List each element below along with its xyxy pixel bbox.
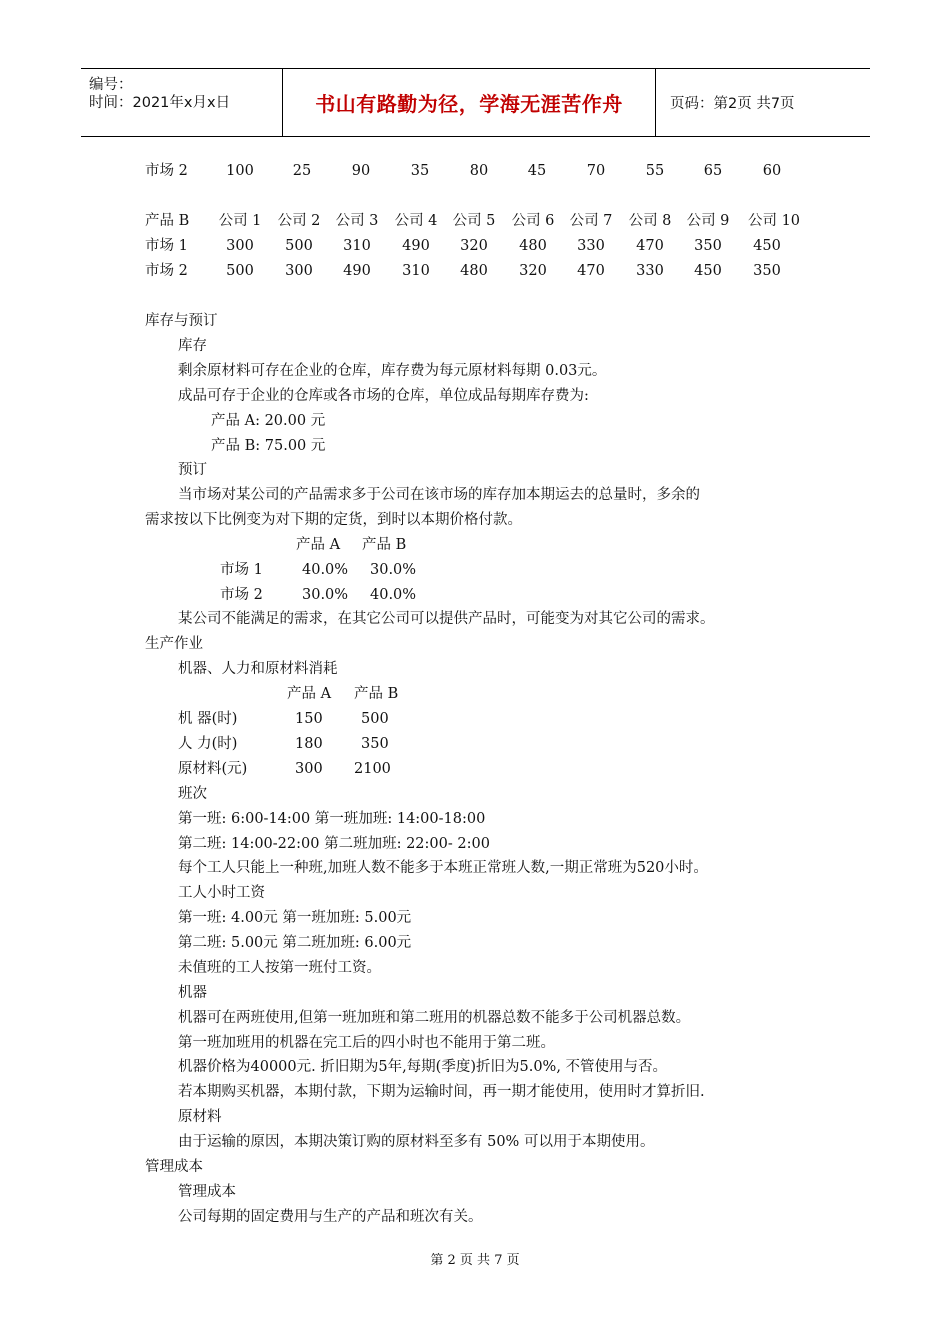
- table-cell: 80: [469, 163, 489, 179]
- column-header: 公司 2: [277, 213, 321, 229]
- table-cell: 100: [226, 163, 254, 179]
- table-cell: 470: [636, 238, 664, 254]
- table-header-label: 产品 B: [145, 213, 190, 229]
- table-cell: 40.0%: [302, 562, 349, 578]
- table-cell: 35: [410, 163, 430, 179]
- product-a-cost: 产品 A: 20.00 元: [211, 413, 326, 429]
- row-label: 市场 2: [145, 263, 188, 279]
- shift-line: 第一班: 6:00-14:00 第一班加班: 14:00-18:00: [178, 811, 486, 827]
- table-cell: 90: [351, 163, 371, 179]
- table-cell: 500: [285, 238, 313, 254]
- table-cell: 330: [636, 263, 664, 279]
- column-header: 公司 5: [452, 213, 496, 229]
- table-cell: 350: [361, 736, 389, 752]
- column-header: 公司 9: [686, 213, 730, 229]
- date-label: 时间：2021年x月x日: [89, 95, 231, 111]
- shift-line: 第二班: 14:00-22:00 第二班加班: 22:00- 2:00: [178, 836, 490, 852]
- table-cell: 45: [527, 163, 547, 179]
- column-header: 公司 1: [218, 213, 262, 229]
- table-cell: 55: [645, 163, 665, 179]
- table-cell: 320: [519, 263, 547, 279]
- paragraph: 由于运输的原因，本期决策订购的原材料至多有 50% 可以用于本期使用。: [178, 1134, 655, 1150]
- paragraph: 未值班的工人按第一班付工资。: [178, 960, 381, 976]
- page-indicator-text: 页码：第2页 共7页: [670, 96, 795, 112]
- table-cell: 490: [402, 238, 430, 254]
- table-cell: 470: [577, 263, 605, 279]
- motto: 书山有路勤为径，学海无涯苦作舟: [282, 69, 656, 136]
- row-label: 市场 1: [220, 562, 263, 578]
- table-cell: 40.0%: [370, 587, 417, 603]
- paragraph: 当市场对某公司的产品需求多于公司在该市场的库存加本期运去的总量时，多余的: [178, 487, 700, 503]
- table-cell: 60: [762, 163, 782, 179]
- table-cell: 350: [753, 263, 781, 279]
- table-cell: 480: [460, 263, 488, 279]
- column-header: 公司 8: [628, 213, 672, 229]
- table-cell: 350: [694, 238, 722, 254]
- table-cell: 150: [295, 711, 323, 727]
- subsection-order: 预订: [178, 462, 207, 478]
- table-cell: 180: [295, 736, 323, 752]
- page-footer: 第 2 页 共 7 页: [430, 1253, 520, 1268]
- subsection-machine: 机器: [178, 985, 207, 1001]
- wage-line: 第二班: 5.00元 第二班加班: 6.00元: [178, 935, 412, 951]
- subsection-management: 管理成本: [178, 1184, 236, 1200]
- paragraph: 机器价格为40000元. 折旧期为5年,每期(季度)折旧为5.0%, 不管使用与否。: [178, 1059, 668, 1075]
- paragraph: 公司每期的固定费用与生产的产品和班次有关。: [178, 1209, 483, 1225]
- page-header: [81, 68, 870, 137]
- paragraph: 某公司不能满足的需求，在其它公司可以提供产品时，可能变为对其它公司的需求。: [178, 611, 715, 627]
- table-cell: 300: [226, 238, 254, 254]
- wage-line: 第一班: 4.00元 第一班加班: 5.00元: [178, 910, 412, 926]
- row-label: 市场 1: [145, 238, 188, 254]
- table-cell: 310: [343, 238, 371, 254]
- product-b-cost: 产品 B: 75.00 元: [211, 438, 326, 454]
- table-cell: 500: [226, 263, 254, 279]
- table-cell: 450: [694, 263, 722, 279]
- table-cell: 330: [577, 238, 605, 254]
- paragraph: 第一班加班用的机器在完工后的四小时也不能用于第二班。: [178, 1035, 555, 1051]
- table-cell: 25: [292, 163, 312, 179]
- paragraph: 机器可在两班使用,但第一班加班和第二班用的机器总数不能多于公司机器总数。: [178, 1010, 691, 1026]
- table-cell: 320: [460, 238, 488, 254]
- table-cell: 70: [586, 163, 606, 179]
- table-cell: 450: [753, 238, 781, 254]
- row-label: 市场 2: [220, 587, 263, 603]
- subsection-wage: 工人小时工资: [178, 885, 265, 901]
- column-header: 产品 B: [354, 686, 399, 702]
- section-title-inventory: 库存与预订: [145, 313, 218, 329]
- paragraph: 剩余原材料可存在企业的仓库，库存费为每元原材料每期 0.03元。: [178, 363, 607, 379]
- row-label: 人 力(时): [178, 736, 238, 752]
- paragraph: 若本期购买机器，本期付款，下期为运输时间，再一期才能使用，使用时才算折旧.: [178, 1084, 705, 1100]
- subsection-inventory: 库存: [178, 338, 207, 354]
- table-cell: 30.0%: [370, 562, 417, 578]
- column-header: 公司 6: [511, 213, 555, 229]
- column-header: 产品 A: [287, 686, 332, 702]
- column-header: 产品 A: [296, 537, 341, 553]
- paragraph: 每个工人只能上一种班,加班人数不能多于本班正常班人数,一期正常班为520小时。: [178, 860, 708, 876]
- column-header: 产品 B: [362, 537, 407, 553]
- table-cell: 2100: [354, 761, 391, 777]
- table-cell: 500: [361, 711, 389, 727]
- subsection-consumption: 机器、人力和原材料消耗: [178, 661, 338, 677]
- table-cell: 300: [295, 761, 323, 777]
- row-label: 原材料(元): [178, 761, 248, 777]
- paragraph: 成品可存于企业的仓库或各市场的仓库，单位成品每期库存费为:: [178, 388, 589, 404]
- subsection-shift: 班次: [178, 786, 207, 802]
- serial-label: 编号：: [89, 77, 133, 93]
- table-cell: 300: [285, 263, 313, 279]
- table-cell: 30.0%: [302, 587, 349, 603]
- paragraph: 需求按以下比例变为对下期的定货，到时以本期价格付款。: [145, 512, 522, 528]
- column-header: 公司 3: [335, 213, 379, 229]
- table-cell: 65: [703, 163, 723, 179]
- subsection-material: 原材料: [178, 1109, 222, 1125]
- header-meta: [81, 69, 281, 136]
- table-cell: 310: [402, 263, 430, 279]
- table-cell: 480: [519, 238, 547, 254]
- section-title-management: 管理成本: [145, 1159, 203, 1175]
- page-indicator: [664, 69, 870, 136]
- column-header: 公司 7: [569, 213, 613, 229]
- section-title-production: 生产作业: [145, 636, 203, 652]
- table-cell: 490: [343, 263, 371, 279]
- column-header: 公司 4: [394, 213, 438, 229]
- column-header: 公司 10: [747, 213, 801, 229]
- row-label: 市场 2: [145, 163, 188, 179]
- row-label: 机 器(时): [178, 711, 238, 727]
